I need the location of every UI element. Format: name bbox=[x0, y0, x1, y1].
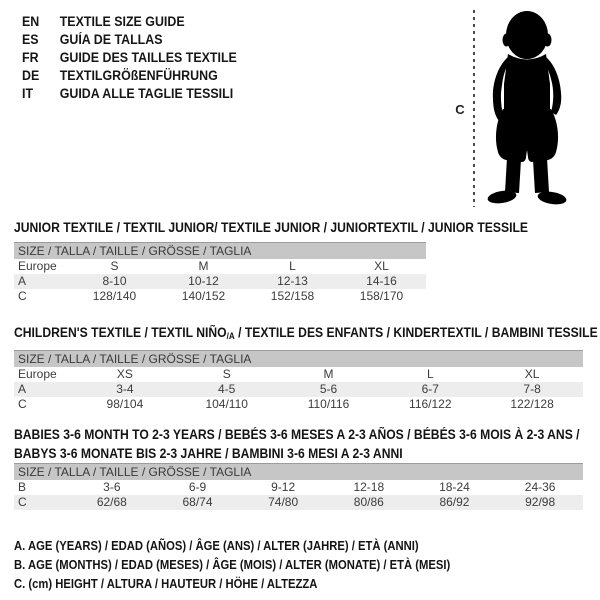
table-header-cell: SIZE / TALLA / TAILLE / GRÖSSE / TAGLIA bbox=[14, 351, 583, 367]
table-header-row bbox=[14, 243, 426, 259]
cell: 62/68 bbox=[69, 495, 155, 510]
cell: XL bbox=[524, 367, 540, 381]
cell: 80/86 bbox=[326, 495, 412, 510]
babies-title-line2: BABYS 3-6 MONATE BIS 2-3 JAHRE / BAMBINI 3-6 MESI A 2-3 ANNI bbox=[14, 446, 403, 461]
age-row bbox=[14, 382, 583, 397]
cell: 98/104 bbox=[106, 397, 144, 411]
height-row bbox=[14, 289, 426, 304]
lang-label: TEXTILE SIZE GUIDE bbox=[59, 14, 185, 29]
cell: XS bbox=[116, 367, 133, 381]
lang-label: TEXTILGRÖßENFÜHRUNG bbox=[59, 68, 218, 83]
children-section-title bbox=[14, 323, 598, 346]
lang-label: GUIDE DES TAILLES TEXTILE bbox=[59, 50, 237, 65]
lang-label: GUÍA DE TALLAS bbox=[59, 32, 163, 47]
cell: 4-5 bbox=[176, 382, 278, 397]
junior-section-title: JUNIOR TEXTILE / TEXTIL JUNIOR/ TEXTILE JUNIOR / JUNIORTEXTIL / JUNIOR TESSILE bbox=[14, 220, 528, 235]
height-marker-label: C bbox=[455, 102, 465, 117]
row-label: B bbox=[18, 480, 27, 494]
lang-row-it bbox=[22, 85, 237, 103]
cell: XL bbox=[374, 259, 389, 273]
height-row bbox=[14, 495, 583, 510]
row-label: C bbox=[14, 495, 69, 510]
cell: 68/74 bbox=[155, 495, 241, 510]
lang-code: EN bbox=[22, 14, 40, 29]
cell: L bbox=[289, 259, 296, 273]
lang-label: GUIDA ALLE TAGLIE TESSILI bbox=[59, 86, 234, 101]
cell: 3-6 bbox=[103, 480, 121, 494]
height-dashed-line bbox=[473, 10, 475, 207]
junior-size-table bbox=[14, 242, 426, 304]
cell: 140/152 bbox=[181, 289, 226, 303]
children-size-table bbox=[14, 350, 583, 412]
cell: L bbox=[426, 367, 434, 381]
size-row bbox=[14, 367, 583, 382]
row-label: A bbox=[14, 274, 70, 289]
cell: 24-36 bbox=[524, 480, 556, 494]
table-header-row bbox=[14, 351, 583, 367]
row-label: C bbox=[18, 289, 27, 303]
lang-code: DE bbox=[22, 68, 40, 83]
row-label: Europe bbox=[18, 367, 57, 381]
cell: 116/122 bbox=[409, 397, 452, 411]
cell: 74/80 bbox=[240, 495, 326, 510]
cell: 152/158 bbox=[270, 289, 315, 303]
lang-code: FR bbox=[22, 50, 39, 65]
cell: 8-10 bbox=[70, 274, 159, 289]
cell: 158/170 bbox=[359, 289, 404, 303]
cell: S bbox=[110, 259, 119, 273]
cell: 14-16 bbox=[337, 274, 426, 289]
cell: 128/140 bbox=[92, 289, 137, 303]
table-header-row bbox=[14, 464, 583, 480]
children-title-subscript: /A bbox=[226, 331, 235, 341]
months-row bbox=[14, 480, 583, 495]
cell: 104/110 bbox=[205, 397, 248, 411]
lang-code: IT bbox=[22, 86, 34, 101]
lang-row-es bbox=[22, 31, 237, 49]
cell: 86/92 bbox=[412, 495, 498, 510]
cell: 5-6 bbox=[278, 382, 380, 397]
lang-row-en bbox=[22, 13, 237, 31]
cell: 9-12 bbox=[271, 480, 296, 494]
legend-height-cm: C. (cm) HEIGHT / ALTURA / HAUTEUR / HÖHE / ALTEZZA bbox=[14, 577, 318, 591]
babies-size-table bbox=[14, 463, 583, 510]
height-row bbox=[14, 397, 583, 412]
lang-code: ES bbox=[22, 32, 39, 47]
size-row bbox=[14, 259, 426, 274]
cell: 12-18 bbox=[353, 480, 385, 494]
age-row bbox=[14, 274, 426, 289]
row-label: A bbox=[14, 382, 74, 397]
lang-row-fr bbox=[22, 49, 237, 67]
cell: 6-7 bbox=[379, 382, 481, 397]
legend-age-years: A. AGE (YEARS) / EDAD (AÑOS) / ÂGE (ANS) / ALTER (JAHRE) / ETÀ (ANNI) bbox=[14, 539, 419, 553]
row-label: Europe bbox=[18, 259, 57, 273]
lang-row-de bbox=[22, 67, 237, 85]
children-title-suffix: / TEXTILE DES ENFANTS / KINDERTEXTIL / BAMBINI TESSILE bbox=[234, 325, 598, 340]
children-title-prefix: CHILDREN'S TEXTILE / TEXTIL NIÑO bbox=[14, 325, 227, 340]
legend-block bbox=[14, 537, 499, 594]
cell: 3-4 bbox=[74, 382, 176, 397]
cell: 122/128 bbox=[510, 397, 554, 411]
cell: 110/116 bbox=[307, 397, 350, 411]
cell: 18-24 bbox=[439, 480, 470, 494]
babies-section-title bbox=[14, 425, 580, 463]
cell: 6-9 bbox=[188, 480, 207, 494]
language-title-block bbox=[22, 13, 256, 103]
cell: S bbox=[222, 367, 231, 381]
table-header-cell: SIZE / TALLA / TAILLE / GRÖSSE / TAGLIA bbox=[14, 464, 583, 480]
row-label: C bbox=[18, 397, 27, 411]
babies-title-line1: BABIES 3-6 MONTH TO 2-3 YEARS / BEBÉS 3-6 MESES A 2-3 AÑOS / BÉBÉS 3-6 MOIS À 2-3 ANS / bbox=[14, 427, 580, 442]
legend-age-months: B. AGE (MONTHS) / EDAD (MESES) / ÂGE (MOIS) / ALTER (MONATE) / ETÀ (MESI) bbox=[14, 558, 451, 572]
cell: 7-8 bbox=[481, 382, 583, 397]
cell: 12-13 bbox=[248, 274, 337, 289]
cell: M bbox=[323, 367, 334, 381]
cell: 92/98 bbox=[497, 495, 583, 510]
table-header-cell: SIZE / TALLA / TAILLE / GRÖSSE / TAGLIA bbox=[14, 243, 426, 259]
cell: 10-12 bbox=[159, 274, 248, 289]
baby-silhouette-icon bbox=[483, 9, 575, 209]
cell: M bbox=[198, 259, 209, 273]
